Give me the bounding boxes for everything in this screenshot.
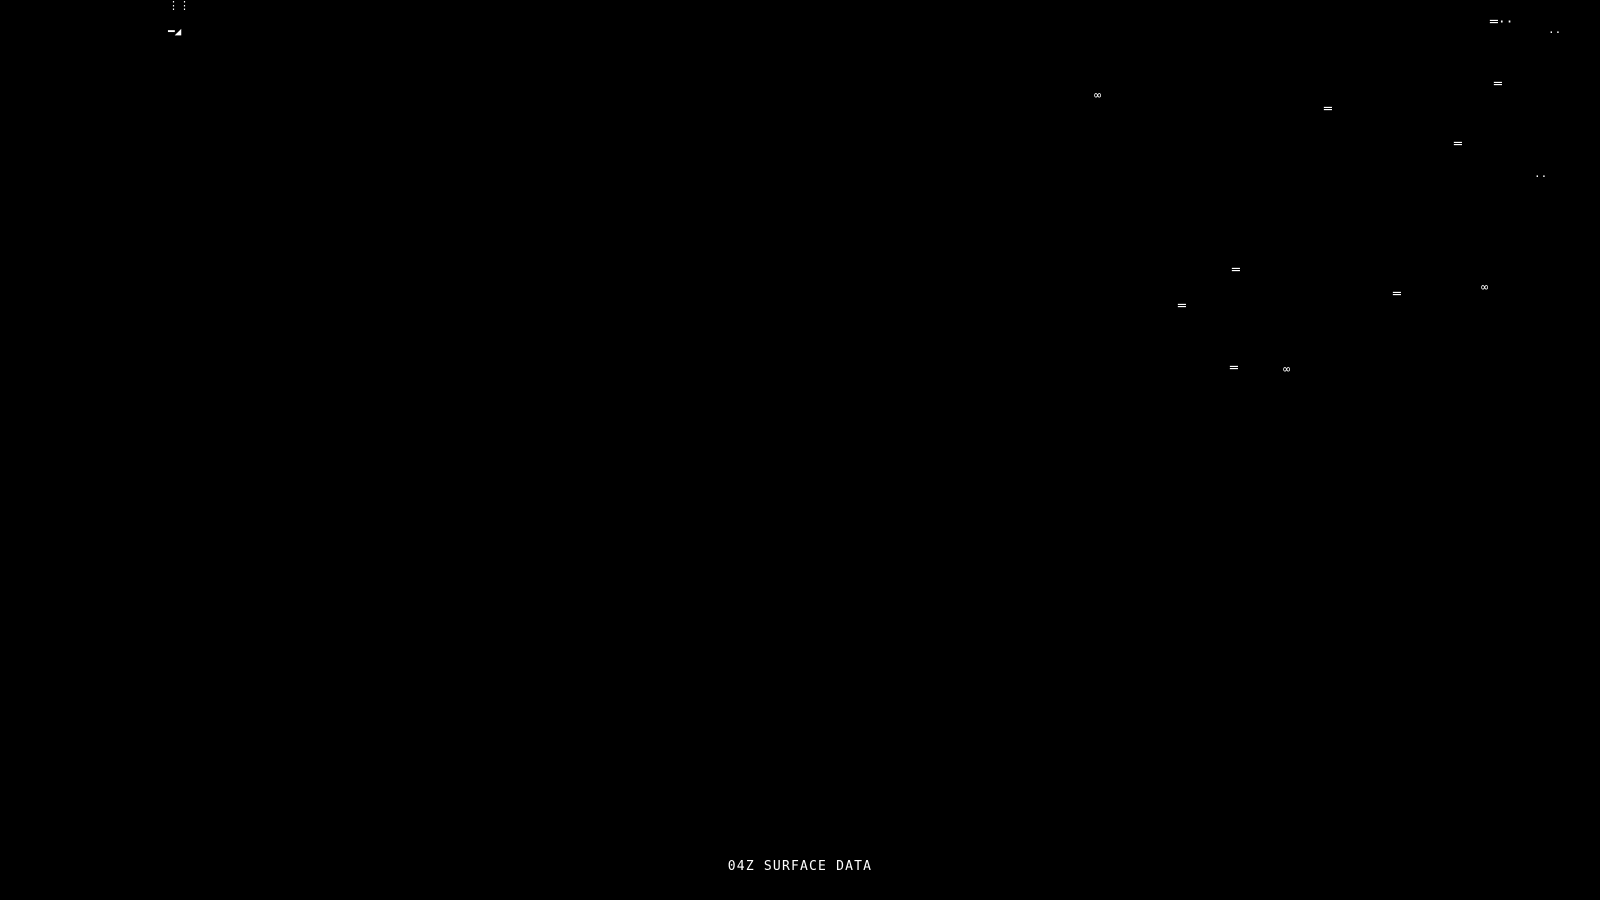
fog-symbol-2: ∞ bbox=[1481, 280, 1489, 294]
station-plot-dots-upper-left: ⋮⋮ bbox=[168, 0, 190, 12]
haze-symbol-7: ═ bbox=[1393, 287, 1401, 302]
haze-symbol-5: ═ bbox=[1232, 263, 1240, 278]
drizzle-symbol-2: ·· bbox=[1534, 170, 1548, 183]
station-plot-wind-barb: ━◢ bbox=[168, 25, 182, 38]
drizzle-symbol-1: ·· bbox=[1548, 26, 1562, 39]
fog-symbol-3: ∞ bbox=[1283, 362, 1291, 376]
haze-symbol-3: ═·· bbox=[1490, 15, 1514, 30]
fog-symbol-1: ∞ bbox=[1094, 88, 1102, 102]
haze-symbol-6: ═ bbox=[1178, 299, 1186, 314]
haze-symbol-1: ═ bbox=[1324, 102, 1332, 117]
haze-symbol-2: ═ bbox=[1494, 77, 1502, 92]
haze-symbol-4: ═ bbox=[1454, 137, 1462, 152]
haze-symbol-8: ═ bbox=[1230, 361, 1238, 376]
map-title-label: 04Z SURFACE DATA bbox=[727, 859, 873, 874]
